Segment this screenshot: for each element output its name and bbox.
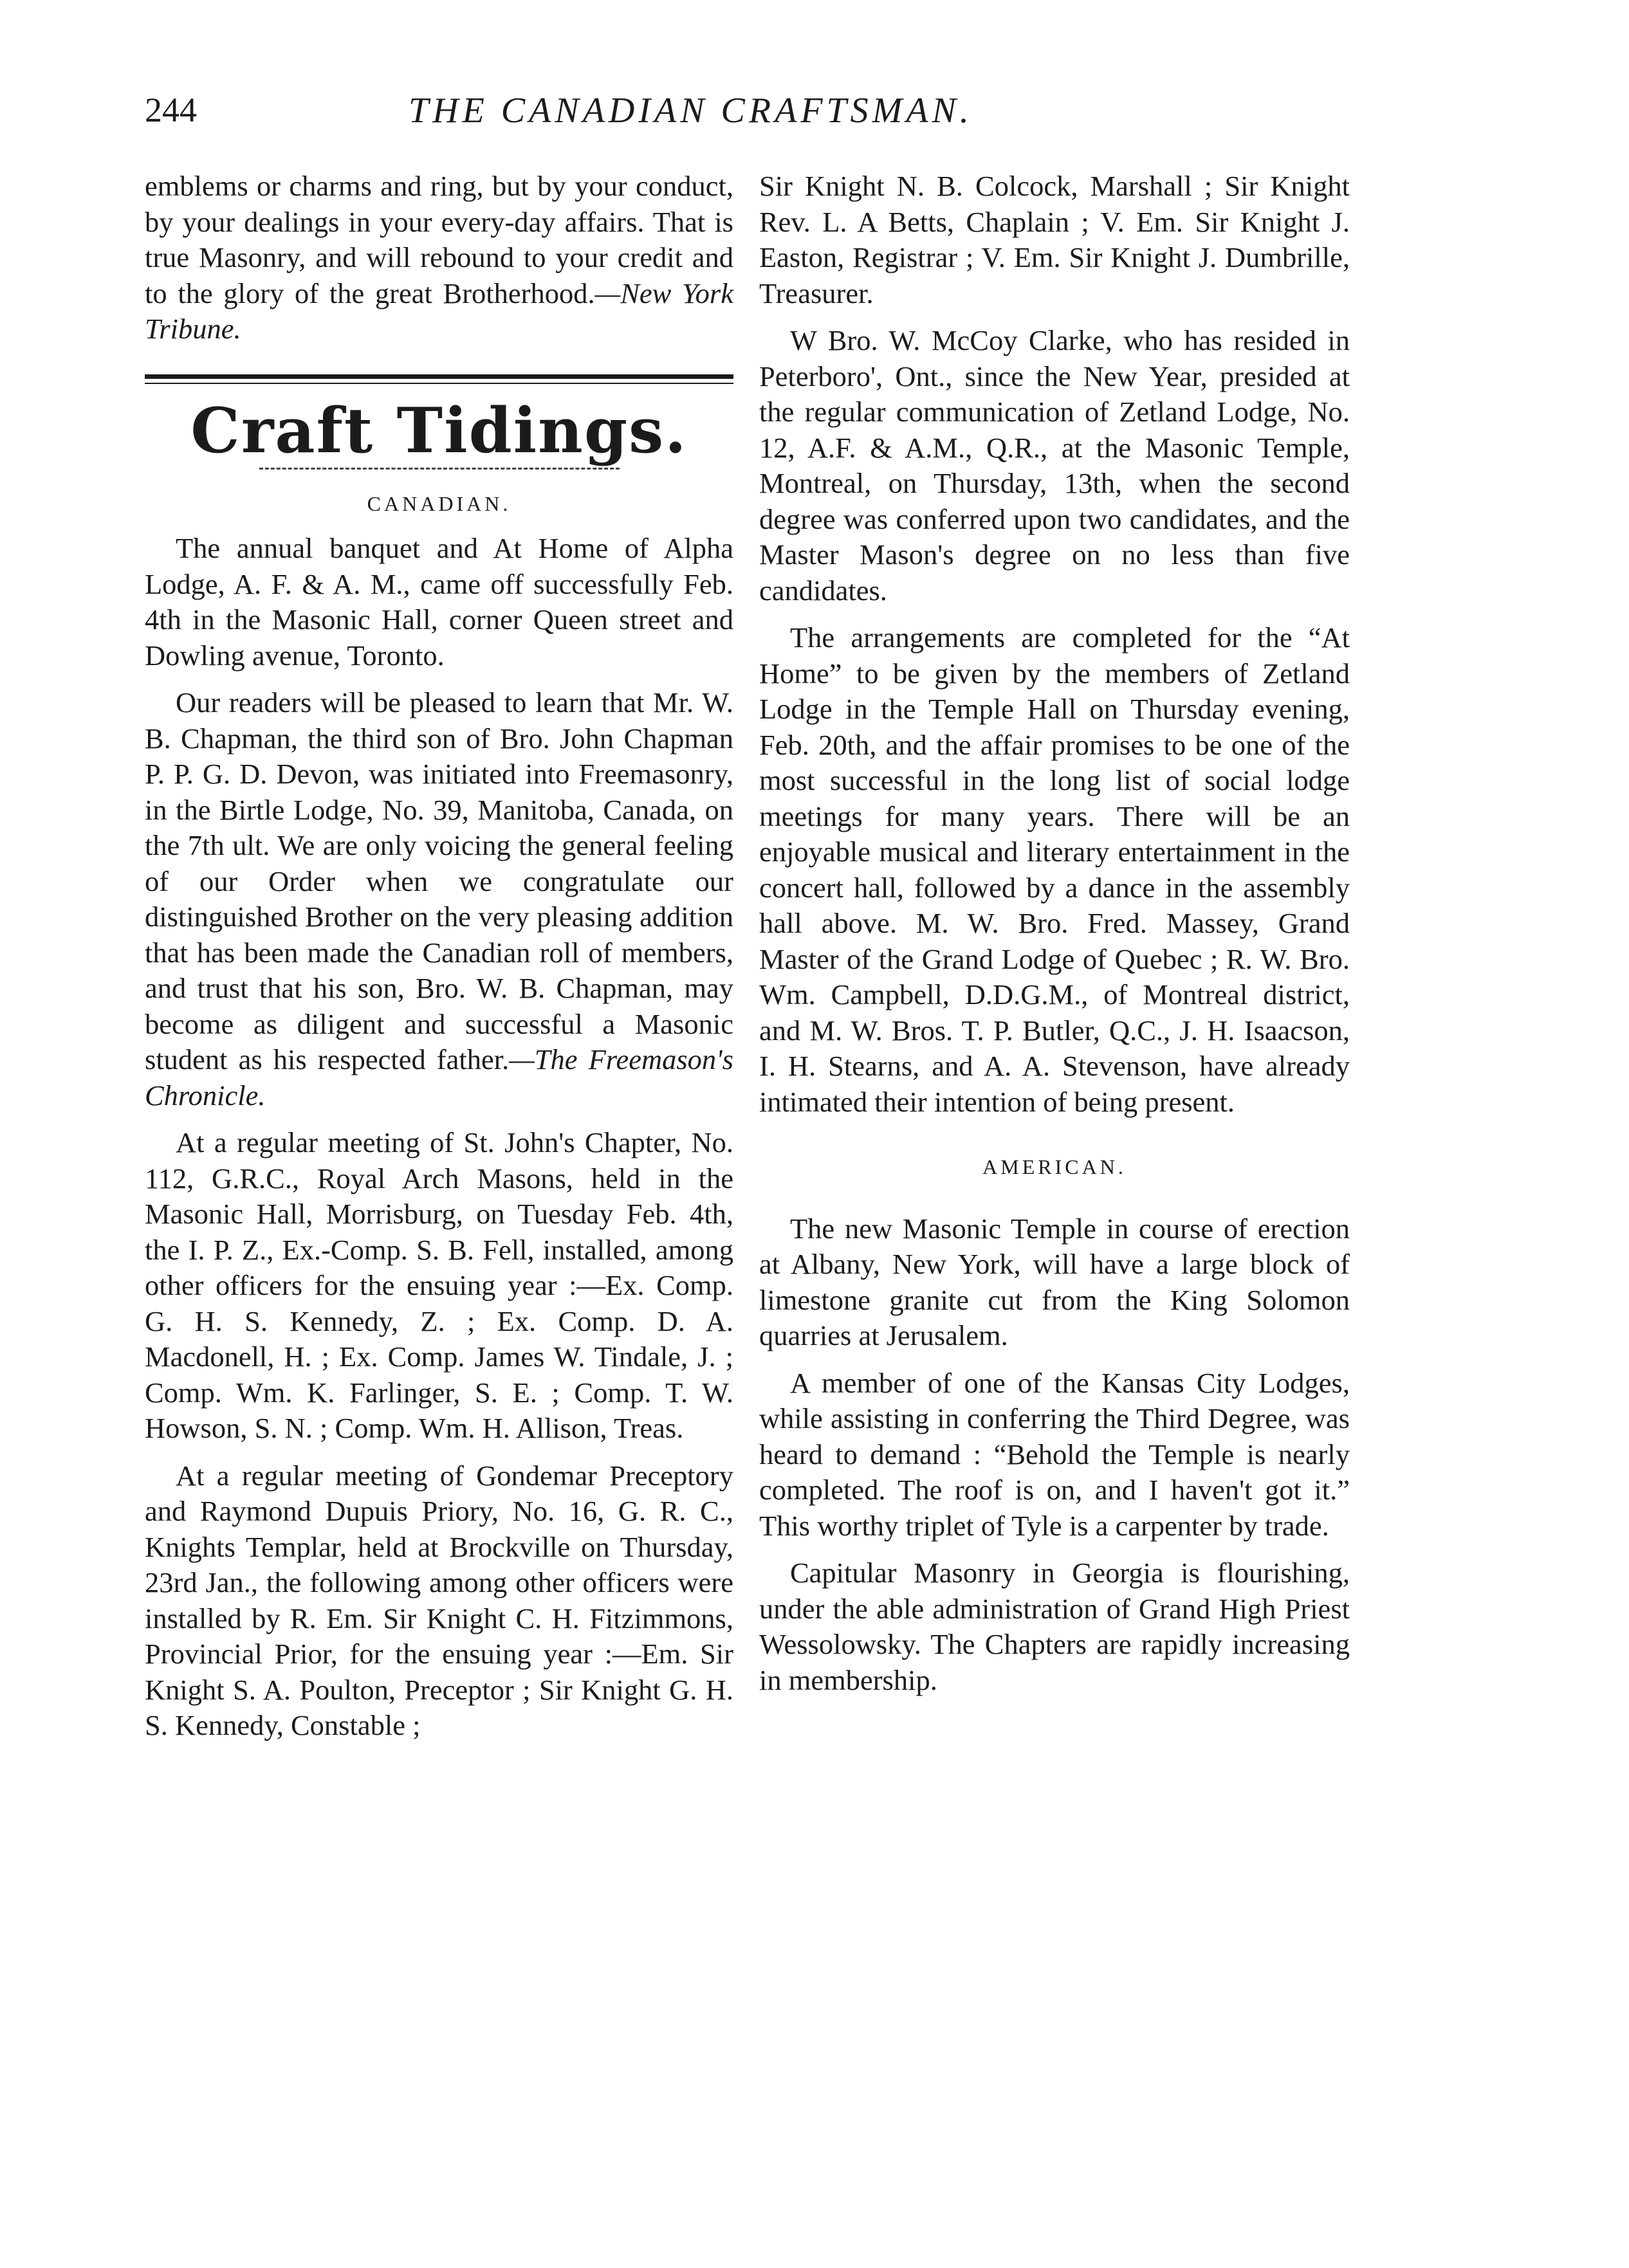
left-column [145,169,733,1755]
section-rule-thin [145,383,733,384]
page-header [145,90,1348,142]
intro-text: emblems or charms and ring, but by your conduct, by your dealings in your every-day affairs. That is true Masonry, and will rebound to your credit and to the glory of the great Brotherhood. [145,170,733,309]
paragraph-albany-temple: The new Masonic Temple in course of erection at Albany, New York, will have a large block of limestone granite cut from the King Solomon quarries at Jerusalem. [759,1212,1350,1351]
paragraph-mccoy-clarke: W Bro. W. McCoy Clarke, who has resided in Peterboro', Ont., since the New Year, presided at the regular communication of Zetland Lodge, No. 12, A.F. & A.M., Q.R., at the Masonic Temple, Montreal, on Thursday, 13th, when the second degree was conferred upon two candidates, and the Master Mason's degree on no less than five candidates. [759,324,1350,607]
intro-source: —New York Tribune. [145,277,734,345]
section-rule-thick [145,374,733,379]
paragraph-st-johns-chapter: At a regular meeting of St. John's Chapter, No. 112, G.R.C., Royal Arch Masons, held in the Masonic Hall, Morrisburg, on Tuesday Feb. 4th, the I. P. Z., Ex.-Comp. S. B. Fell, installed, among other officers for the ensuing year :—Ex. Comp. G. H. S. Kennedy, Z. ; Ex. Comp. D. A. Macdonell, H. ; Ex. Comp. James W. Tindale, J. ; Comp. Wm. K. Farlinger, S. E. ; Comp. T. W. Howson, S. N. ; Comp. Wm. H. Allison, Treas. [145,1126,733,1444]
section-title: Craft Tidings. [190,394,688,467]
paragraph-at-home: The arrangements are completed for the “At Home” to be given by the members of Zetland Lodge in the Temple Hall on Thursday evening, Feb. 20th, and the affair promises to be one of the most successful in the long list of social lodge meetings for many years. There will be an enjoyable musical and literary entertainment in the concert hall, followed by a dance in the assembly hall above. M. W. Bro. Fred. Massey, Grand Master of the Grand Lodge of Quebec ; R. W. Bro. Wm. Campbell, D.D.G.M., of Montreal district, and M. W. Bros. T. P. Butler, Q.C., J. H. Isaacson, I. H. Stearns, and A. A. Stevenson, have already intimated their intention of being present. [759,621,1350,1118]
paragraph-chapman [145,685,733,1113]
chapman-source: —The Freemason's Chronicle. [145,1043,733,1111]
running-title: THE CANADIAN CRAFTSMAN. [409,91,973,131]
paragraph-alpha-lodge: The annual banquet and At Home of Alpha Lodge, A. F. & A. M., came off successfully Feb. 4th in the Masonic Hall, corner Queen street and Dowling avenue, Toronto. [145,532,733,672]
paragraph-gondemar-continued: Sir Knight N. B. Colcock, Marshall ; Sir Knight Rev. L. A Betts, Chaplain ; V. Em. Sir Knight J. Easton, Registrar ; V. Em. Sir Knight J. Dumbrille, Treasurer. [759,170,1350,309]
subhead-canadian: CANADIAN. [367,491,511,515]
paragraph-kansas-city: A member of one of the Kansas City Lodges, while assisting in conferring the Third Degree, was heard to demand : “Behold the Temple is nearly completed. The roof is on, and I haven't got it.” This worthy triplet of Tyle is a carpenter by trade. [759,1366,1350,1542]
subhead-american: AMERICAN. [982,1155,1127,1178]
paragraph-gondemar-preceptory: At a regular meeting of Gondemar Preceptory and Raymond Dupuis Priory, No. 16, G. R. C., Knights Templar, held at Brockville on Thursday, 23rd Jan., the following among other officers were installed by R. Em. Sir Knight C. H. Fitzimmons, Provincial Prior, for the ensuing year :—Em. Sir Knight S. A. Poulton, Preceptor ; Sir Knight G. H. S. Kennedy, Constable ; [145,1459,733,1741]
right-column [759,169,1350,1710]
dashed-divider [259,468,620,470]
paragraph-georgia: Capitular Masonry in Georgia is flourishing, under the able administration of Grand High Priest Wessolowsky. The Chapters are rapidly increasing in membership. [759,1557,1350,1696]
chapman-text: Our readers will be pleased to learn that Mr. W. B. Chapman, the third son of Bro. John Chapman P. P. G. D. Devon, was initiated into Freemasonry, in the Birtle Lodge, No. 39, Manitoba, Canada, on the 7th ult. We are only voicing the general feeling of our Order when we congratulate our distinguished Brother on the very pleasing addition that has been made the Canadian roll of members, and trust that his son, Bro. W. B. Chapman, may become as diligent and successful a Masonic student as his respected father. [145,686,733,1075]
page-number: 244 [145,91,197,129]
intro-paragraph [145,169,733,347]
